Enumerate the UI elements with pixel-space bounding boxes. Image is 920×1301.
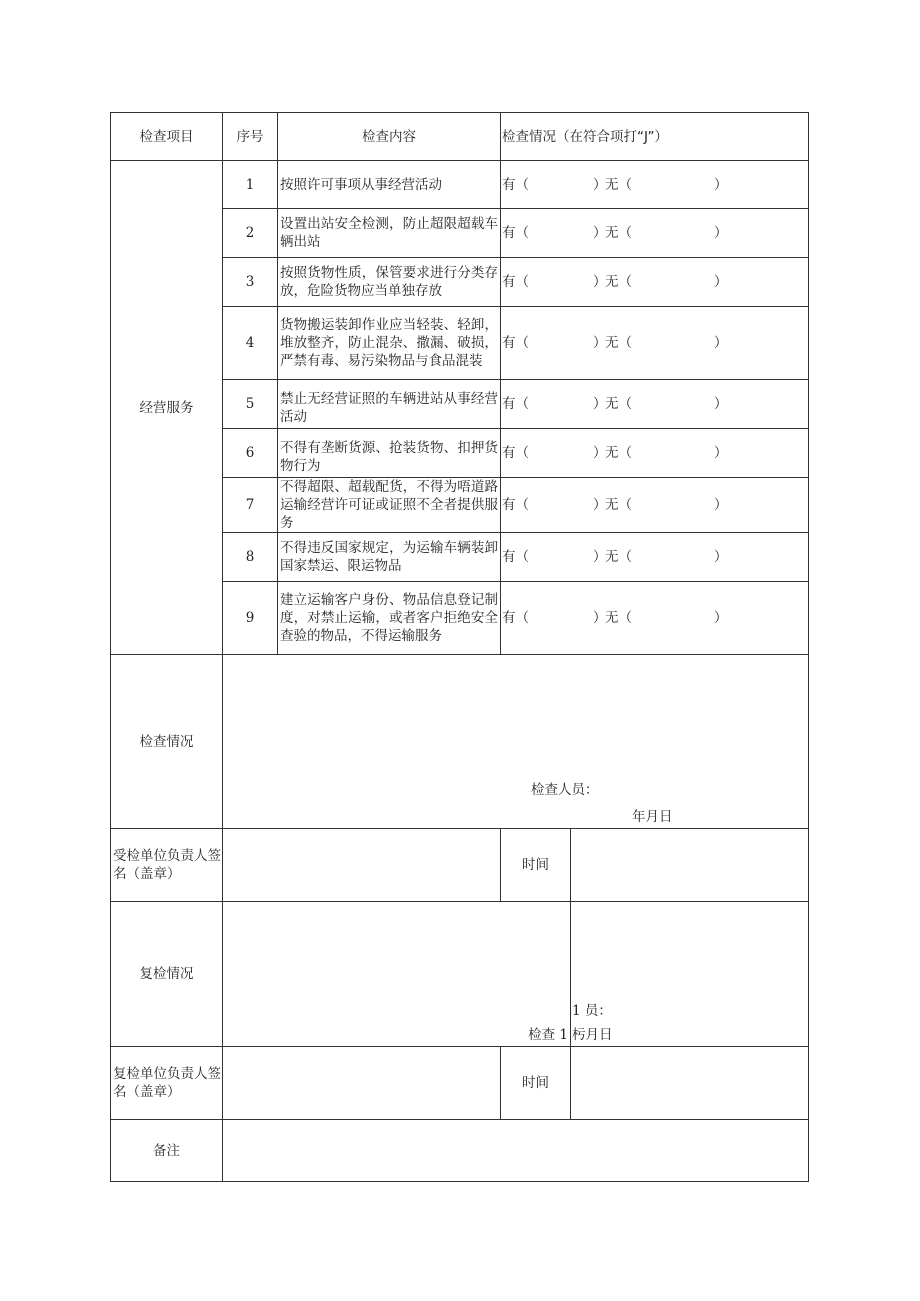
recheck-inspector-top: 1 员： — [572, 1003, 612, 1019]
recheck-side[interactable] — [571, 902, 809, 1047]
inspection-area[interactable] — [223, 655, 809, 829]
row-content: 不得违反国家规定，为运输车辆装卸国家禁运、限运物品 — [278, 533, 501, 582]
row-status — [501, 478, 809, 533]
option-yes-close: ） — [593, 497, 607, 513]
option-no-close: ） — [714, 497, 728, 513]
option-yes[interactable]: 有（ — [502, 274, 529, 290]
row-status — [501, 582, 809, 655]
row-status — [501, 533, 809, 582]
header-seq: 序号 — [223, 113, 278, 161]
option-yes-close: ） — [593, 610, 607, 626]
option-no-close: ） — [714, 225, 728, 241]
option-yes[interactable]: 有（ — [502, 176, 529, 193]
header-item: 检查项目 — [111, 113, 223, 161]
option-no-close: ） — [714, 445, 728, 461]
row-seq: 5 — [223, 380, 278, 429]
row-seq: 9 — [223, 582, 278, 655]
option-no-close: ） — [714, 396, 728, 412]
recheck-inspector-left: 检查 1 — [528, 1027, 568, 1043]
option-no-close: ） — [714, 549, 728, 565]
row-content: 按照货物性质，保管要求进行分类存放，危险货物应当单独存放 — [278, 258, 501, 307]
row-content: 建立运输客户身份、物品信息登记制度，对禁止运输，或者客户拒绝安全查验的物品，不得运输服务 — [278, 582, 501, 655]
row-status — [501, 161, 809, 209]
option-yes-close: ） — [593, 176, 607, 193]
option-no-close: ） — [714, 610, 728, 626]
remarks-label: 备注 — [111, 1120, 223, 1182]
row-seq: 8 — [223, 533, 278, 582]
recheck-sign-time-label: 时间 — [501, 1047, 571, 1120]
option-no-close: ） — [714, 176, 728, 193]
option-yes[interactable]: 有（ — [502, 610, 529, 626]
option-no[interactable]: 无（ — [605, 610, 632, 626]
row-seq: 3 — [223, 258, 278, 307]
row-content: 禁止无经营证照的车辆进站从事经营活动 — [278, 380, 501, 429]
unit-sign-field[interactable] — [223, 829, 501, 902]
row-status — [501, 429, 809, 478]
option-yes-close: ） — [593, 549, 607, 565]
option-no-close: ） — [714, 274, 728, 290]
option-yes[interactable]: 有（ — [502, 335, 529, 351]
remarks-row — [111, 1120, 809, 1182]
option-no[interactable]: 无（ — [605, 335, 632, 351]
inspection-date: 年月日 — [632, 809, 673, 825]
option-yes-close: ） — [593, 445, 607, 461]
option-yes[interactable]: 有（ — [502, 497, 529, 513]
option-yes-close: ） — [593, 274, 607, 290]
row-content: 不得超限、超载配货，不得为唔道路运输经营许可证或证照不全者提供服务 — [278, 478, 501, 533]
unit-sign-time-label: 时间 — [501, 829, 571, 902]
option-yes[interactable]: 有（ — [502, 225, 529, 241]
unit-sign-row — [111, 829, 809, 902]
option-no[interactable]: 无（ — [605, 396, 632, 412]
inspection-label: 检查情况 — [111, 655, 223, 829]
recheck-sign-field[interactable] — [223, 1047, 501, 1120]
inspector-label: 检查人员： — [531, 782, 599, 798]
option-yes[interactable]: 有（ — [502, 549, 529, 565]
option-yes-close: ） — [593, 225, 607, 241]
row-seq: 6 — [223, 429, 278, 478]
header-content: 检查内容 — [278, 113, 501, 161]
check-row — [111, 161, 809, 209]
row-content: 按照许可事项从事经营活动 — [278, 161, 501, 209]
option-no[interactable]: 无（ — [605, 225, 632, 241]
option-no[interactable]: 无（ — [605, 497, 632, 513]
inspection-row — [111, 655, 809, 829]
option-no-close: ） — [714, 335, 728, 351]
option-yes-close: ） — [593, 396, 607, 412]
row-status — [501, 307, 809, 380]
unit-sign-time-field[interactable] — [571, 829, 809, 902]
row-seq: 4 — [223, 307, 278, 380]
row-seq: 2 — [223, 209, 278, 258]
option-no[interactable]: 无（ — [605, 176, 632, 193]
option-no[interactable]: 无（ — [605, 549, 632, 565]
row-seq: 7 — [223, 478, 278, 533]
recheck-row — [111, 902, 809, 1047]
option-no[interactable]: 无（ — [605, 274, 632, 290]
option-yes[interactable]: 有（ — [502, 396, 529, 412]
unit-sign-label: 受检单位负责人签名（盖章） — [111, 829, 223, 902]
row-content: 货物搬运装卸作业应当轻装、轻卸，堆放整齐，防止混杂、撒漏、破损，严禁有毒、易污染物品与食品混装 — [278, 307, 501, 380]
row-content: 设置出站安全检测，防止超限超载车辆出站 — [278, 209, 501, 258]
option-yes-close: ） — [593, 335, 607, 351]
row-content: 不得有垄断货源、抢装货物、扣押货物行为 — [278, 429, 501, 478]
row-seq: 1 — [223, 161, 278, 209]
row-status — [501, 380, 809, 429]
row-status — [501, 209, 809, 258]
remarks-field[interactable] — [223, 1120, 809, 1182]
header-row — [111, 113, 809, 161]
header-status: 检查情况（在符合项打“J”） — [501, 113, 809, 161]
inspection-form — [110, 112, 809, 1182]
recheck-date: 杇月日 — [572, 1027, 613, 1043]
recheck-label: 复检情况 — [111, 902, 223, 1047]
recheck-sign-label: 复检单位负责人签名（盖章） — [111, 1047, 223, 1120]
option-no[interactable]: 无（ — [605, 445, 632, 461]
category-label: 经营服务 — [111, 161, 223, 655]
option-yes[interactable]: 有（ — [502, 445, 529, 461]
recheck-sign-time-field[interactable] — [571, 1047, 809, 1120]
recheck-sign-row — [111, 1047, 809, 1120]
row-status — [501, 258, 809, 307]
recheck-area[interactable] — [223, 902, 571, 1047]
